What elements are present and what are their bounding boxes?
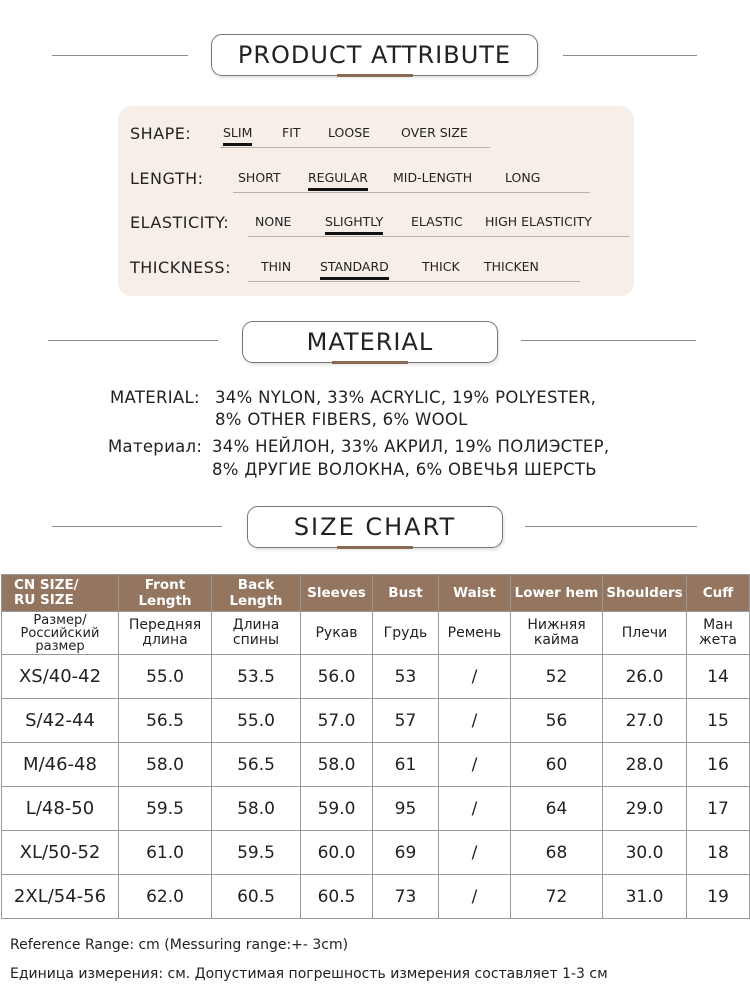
table-cell: 59.0 (301, 787, 373, 831)
table-cell: 29.0 (603, 787, 687, 831)
table-cell: Bust (373, 575, 439, 612)
attribute-option: STANDARD (320, 259, 389, 274)
attribute-option: FIT (282, 125, 301, 140)
table-cell: Плечи (603, 612, 687, 655)
table-cell: / (439, 831, 511, 875)
table-cell: 59.5 (119, 787, 212, 831)
table-cell: 58.0 (212, 787, 301, 831)
attribute-row-thickness (130, 254, 630, 284)
table-cell: 95 (373, 787, 439, 831)
material-section-title: MATERIAL (242, 321, 498, 363)
table-cell: / (439, 875, 511, 919)
table-cell: 69 (373, 831, 439, 875)
attribute-row-shape (130, 120, 630, 150)
material-divider-left (48, 340, 218, 341)
table-cell: / (439, 699, 511, 743)
table-cell: / (439, 655, 511, 699)
table-header-row (2, 575, 750, 612)
table-cell: Длина спины (212, 612, 301, 655)
attribute-label: LENGTH: (130, 169, 204, 188)
material-ru-line1: 34% НЕЙЛОН, 33% АКРИЛ, 19% ПОЛИЭСТЕР, (212, 437, 610, 456)
material-en-line1: 34% NYLON, 33% ACRYLIC, 19% POLYESTER, (215, 388, 597, 407)
table-cell: 53 (373, 655, 439, 699)
table-cell: Ремень (439, 612, 511, 655)
table-cell: 2XL/54-56 (2, 875, 119, 919)
table-cell: Waist (439, 575, 511, 612)
table-cell: 72 (511, 875, 603, 919)
attribute-rule (248, 236, 630, 237)
size-divider-right (525, 526, 697, 527)
attribute-option: LONG (505, 170, 541, 185)
table-cell: Грудь (373, 612, 439, 655)
table-cell: 68 (511, 831, 603, 875)
table-cell: CN SIZE/ RU SIZE (2, 575, 119, 612)
table-cell: XS/40-42 (2, 655, 119, 699)
table-cell: 56.5 (119, 699, 212, 743)
attribute-option: THICK (422, 259, 460, 274)
attribute-option: LOOSE (328, 125, 371, 140)
table-cell: 60.5 (301, 875, 373, 919)
table-cell: Shoulders (603, 575, 687, 612)
size-chart-table (1, 574, 750, 919)
table-cell: 57.0 (301, 699, 373, 743)
attribute-option: OVER SIZE (401, 125, 468, 140)
table-cell: Lower hem (511, 575, 603, 612)
size-title-accent (337, 546, 413, 549)
table-cell: XL/50-52 (2, 831, 119, 875)
table-cell: 55.0 (212, 699, 301, 743)
table-cell: / (439, 743, 511, 787)
table-cell: S/42-44 (2, 699, 119, 743)
material-ru-line2: 8% ДРУГИЕ ВОЛОКНА, 6% ОВЕЧЬЯ ШЕРСТЬ (212, 460, 597, 479)
table-cell: 18 (687, 831, 750, 875)
table-row (2, 655, 750, 699)
material-en-label: MATERIAL: (110, 388, 200, 407)
attribute-panel (118, 106, 634, 296)
table-cell: 56.0 (301, 655, 373, 699)
table-cell: 61 (373, 743, 439, 787)
table-cell: 53.5 (212, 655, 301, 699)
attribute-option: THICKEN (484, 259, 539, 274)
attribute-option: MID-LENGTH (393, 170, 473, 185)
table-row (2, 875, 750, 919)
table-cell: 73 (373, 875, 439, 919)
table-cell: 56.5 (212, 743, 301, 787)
attribute-rule (220, 147, 490, 148)
attribute-option: ELASTIC (411, 214, 463, 229)
table-cell: 52 (511, 655, 603, 699)
table-cell: 16 (687, 743, 750, 787)
attribute-label: THICKNESS: (130, 258, 231, 277)
attribute-option: HIGH ELASTICITY (485, 214, 592, 229)
table-cell: 27.0 (603, 699, 687, 743)
table-row (2, 787, 750, 831)
attribute-option: REGULAR (308, 170, 368, 185)
table-cell: 60 (511, 743, 603, 787)
table-cell: L/48-50 (2, 787, 119, 831)
table-cell: 30.0 (603, 831, 687, 875)
table-cell: Cuff (687, 575, 750, 612)
size-section-title: SIZE CHART (247, 506, 503, 548)
attribute-label: ELASTICITY: (130, 213, 230, 232)
table-cell: 59.5 (212, 831, 301, 875)
attribute-option: SLIM (223, 125, 253, 140)
table-cell: Back Length (212, 575, 301, 612)
table-cell: / (439, 787, 511, 831)
attribute-option: THIN (261, 259, 292, 274)
attribute-option: NONE (255, 214, 292, 229)
material-en-line2: 8% OTHER FIBERS, 6% WOOL (215, 410, 468, 429)
table-cell: 55.0 (119, 655, 212, 699)
table-cell: Sleeves (301, 575, 373, 612)
table-cell: 56 (511, 699, 603, 743)
table-cell: M/46-48 (2, 743, 119, 787)
attribute-option: SLIGHTLY (325, 214, 384, 229)
table-cell: 31.0 (603, 875, 687, 919)
attribute-option: SHORT (238, 170, 281, 185)
material-title-accent (332, 361, 408, 364)
size-divider-left (52, 526, 222, 527)
table-cell: 14 (687, 655, 750, 699)
table-row (2, 699, 750, 743)
reference-note-ru: Единица измерения: см. Допустимая погрешность измерения составляет 1-3 см (10, 966, 608, 982)
material-ru-label: Материал: (108, 437, 203, 456)
table-cell: Front Length (119, 575, 212, 612)
table-cell: 60.5 (212, 875, 301, 919)
table-cell: 58.0 (119, 743, 212, 787)
table-cell: 26.0 (603, 655, 687, 699)
table-row (2, 743, 750, 787)
table-cell: Ман жета (687, 612, 750, 655)
table-cell: Нижняя кайма (511, 612, 603, 655)
table-cell: 61.0 (119, 831, 212, 875)
reference-note-en: Reference Range: cm (Messuring range:+- 3cm) (10, 937, 349, 953)
table-cell: 58.0 (301, 743, 373, 787)
attribute-title-accent (337, 74, 413, 77)
attribute-row-elasticity (130, 209, 630, 239)
attribute-divider-right (563, 55, 697, 56)
table-cell: Размер/ Российский размер (2, 612, 119, 655)
table-cell: 62.0 (119, 875, 212, 919)
attribute-divider-left (52, 55, 188, 56)
table-cell: 17 (687, 787, 750, 831)
table-header-row-ru (2, 612, 750, 655)
attribute-section-title: PRODUCT ATTRIBUTE (211, 34, 538, 76)
table-cell: Рукав (301, 612, 373, 655)
table-cell: 57 (373, 699, 439, 743)
table-cell: 19 (687, 875, 750, 919)
table-row (2, 831, 750, 875)
attribute-row-length (130, 165, 630, 195)
table-cell: 15 (687, 699, 750, 743)
table-cell: 64 (511, 787, 603, 831)
table-cell: 28.0 (603, 743, 687, 787)
material-divider-right (521, 340, 696, 341)
table-cell: Передняя длина (119, 612, 212, 655)
table-cell: 60.0 (301, 831, 373, 875)
attribute-rule (233, 192, 590, 193)
attribute-label: SHAPE: (130, 124, 192, 143)
attribute-rule (248, 281, 580, 282)
